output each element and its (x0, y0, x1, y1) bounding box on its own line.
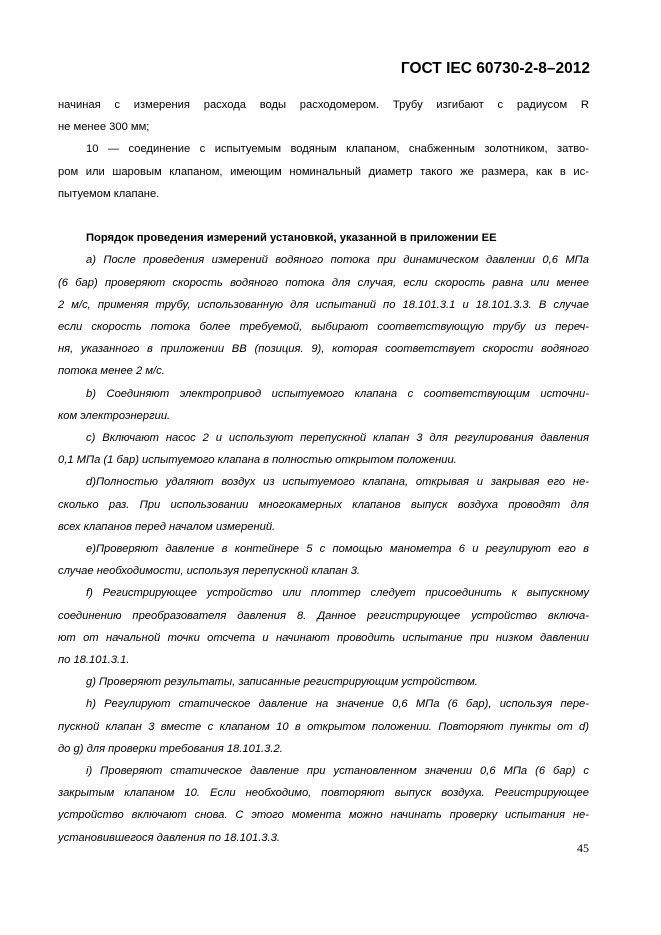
step-d-paragraph (58, 471, 589, 538)
page-number: 45 (577, 841, 589, 855)
section-heading: Порядок проведения измерений установкой, указанной в приложении ЕЕ (86, 232, 497, 245)
text-line: пытуемом клапане. (58, 187, 160, 200)
text-line: 0,1 МПа (1 бар) испытуемого клапана в полностью открытом положении. (58, 454, 457, 467)
text-line: не менее 300 мм; (58, 121, 150, 134)
text-line: до g) для проверки требования 18.101.3.2. (58, 742, 283, 755)
text-line: c) Включают насос 2 и используют перепускной клапан 3 для регулирования давления (86, 432, 589, 445)
text-line: соединению преобразователя давления 8. Данное регистрирующее устройство включа- (58, 609, 589, 622)
text-line: установившегося давления по 18.101.3.3. (58, 831, 281, 844)
page-body (58, 94, 589, 849)
text-line: пускной клапан 3 вместе с клапаном 10 в открытом положении. Повторяют пункты от d) (58, 720, 589, 733)
text-line: 2 м/с, применяя трубу, использованную для испытаний по 18.101.3.1 и 18.101.3.3. В случае (58, 298, 589, 311)
text-line: всех клапанов перед началом измерений. (58, 520, 276, 533)
text-line: i) Проверяют статическое давление при установленном значении 0,6 МПа (6 бар) с (86, 765, 589, 778)
item-10-paragraph (58, 138, 589, 205)
text-line: закрытым клапаном 10. Если необходимо, повторяют выпуск воздуха. Регистрирующее (58, 787, 589, 800)
step-a-paragraph (58, 249, 589, 382)
text-line: начиная с измерения расхода воды расходомером. Трубу изгибают с радиусом R (58, 99, 589, 111)
text-line: g) Проверяют результаты, записанные регистрирующим устройством. (86, 676, 478, 689)
text-line: (6 бар) проверяют скорость водяного потока для случая, если скорость равна или менее (58, 276, 589, 289)
continuation-paragraph (58, 94, 589, 138)
text-line: h) Регулируют статическое давление на значение 0,6 МПа (6 бар), используя пере- (86, 698, 589, 711)
text-line: d)Полностью удаляют воздух из испытуемого клапана, открывая и закрывая его не- (86, 476, 589, 489)
text-line: если скорость потока более требуемой, выбирают соответствующую трубу из переч- (58, 321, 589, 334)
text-line: ня, указанного в приложении ВВ (позиция. 9), которая соответствует скорости водяного (58, 343, 589, 356)
step-h-paragraph (58, 693, 589, 760)
text-line: потока менее 2 м/с. (58, 365, 165, 378)
step-f-paragraph (58, 582, 589, 671)
text-line: ют от начальной точки отсчета и начинают проводить испытание при низком давлении (58, 631, 589, 644)
step-c-paragraph (58, 427, 589, 471)
text-line: сколько раз. При использовании многокамерных клапанов выпуск воздуха проводят для (58, 498, 589, 511)
text-line: случае необходимости, используя перепускной клапан 3. (58, 565, 361, 578)
step-e-paragraph (58, 538, 589, 582)
text-line: 10 — соединение с испытуемым водяным клапаном, снабженным золотником, затво- (86, 143, 589, 156)
text-line: ком электроэнергии. (58, 409, 171, 422)
step-b-paragraph (58, 383, 589, 427)
text-line: f) Регистрирующее устройство или плоттер следует присоединить к выпускному (86, 587, 589, 600)
text-line: e)Проверяют давление в контейнере 5 с помощью манометра 6 и регулируют его в (86, 543, 589, 556)
text-line: ром или шаровым клапаном, имеющим номинальный диаметр такого же размера, как в ис- (58, 165, 589, 178)
step-g-paragraph (58, 671, 589, 693)
step-i-paragraph (58, 760, 589, 849)
text-line: по 18.101.3.1. (58, 654, 130, 667)
text-line: а) После проведения измерений водяного потока при динамическом давлении 0,6 МПа (86, 254, 589, 267)
text-line: b) Соединяют электропривод испытуемого клапана с соответствующим источни- (86, 387, 589, 400)
spacer (58, 205, 589, 227)
text-line: устройство включают снова. С этого момента можно начинать проверку испытания не- (58, 809, 589, 822)
document-standard-header: ГОСТ IEC 60730-2-8–2012 (400, 60, 590, 77)
